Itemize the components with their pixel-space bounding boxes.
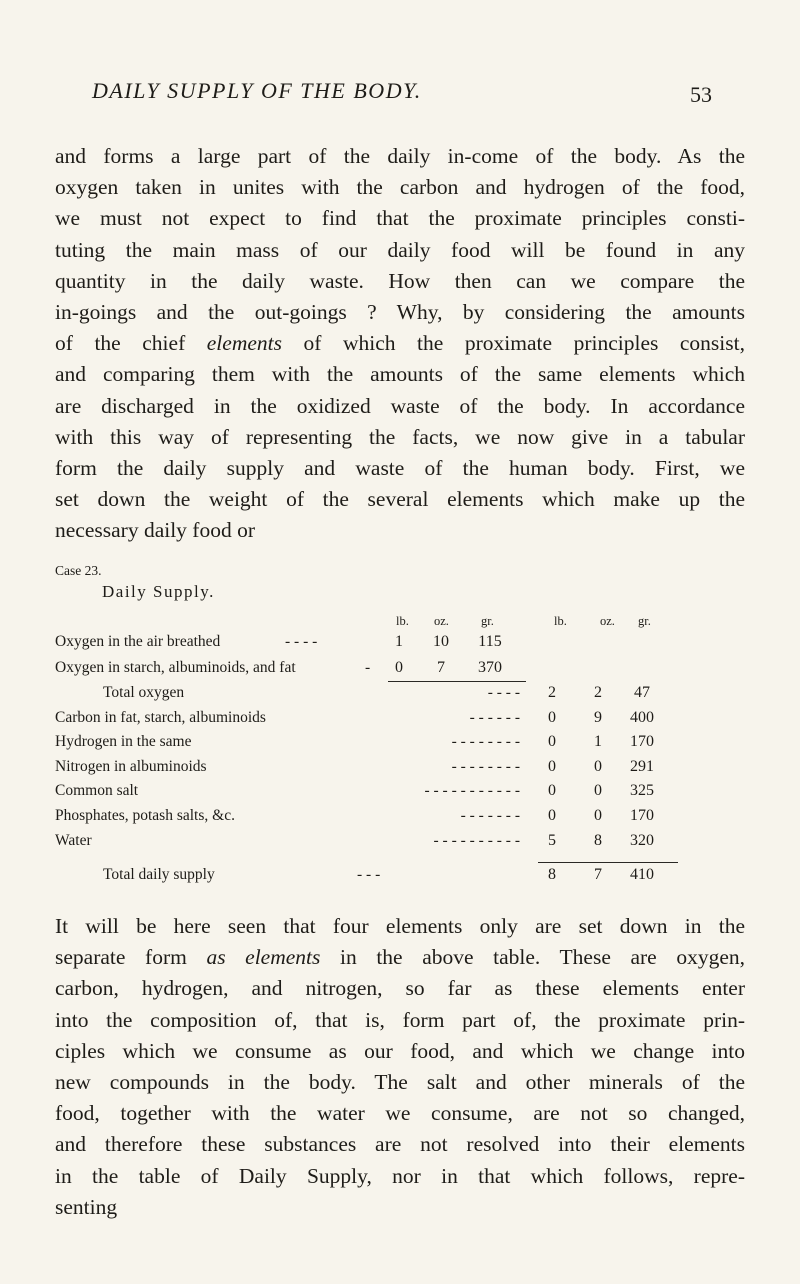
unit-header: gr. [638,614,651,628]
paragraph-conclusion [55,911,745,1223]
leader-dashes: - [365,659,371,676]
text-fragment: in the above table. These are oxygen, [320,945,745,970]
table-row-label: Hydrogen in the same [55,733,192,750]
case-label: Case 23. [55,563,102,578]
cell-gr: 370 [478,659,502,676]
page-header [0,78,800,118]
cell-oz: 7 [437,659,445,676]
total-gr: 410 [630,866,654,883]
unit-header: oz. [600,614,615,628]
cell-lb: 5 [548,832,556,849]
total-lb: 8 [548,866,556,883]
table-row-label: Water [55,832,92,849]
cell-oz: 0 [594,807,602,824]
leader-dashes: - - - - - - - - [451,733,520,750]
text-line: in the table of Daily Supply, nor in that which follows, repre- [55,1163,745,1188]
text-line: carbon, hydrogen, and nitrogen, so far as these elements enter [55,976,745,1001]
text-line: ciples which we consume as our food, and which we change into [55,1038,745,1063]
table-row-label: Phosphates, potash salts, &c. [55,807,235,824]
cell-oz: 1 [594,733,602,750]
text-line: necessary daily food or [55,518,255,543]
text-line: are discharged in the oxidized waste of the body. In accordance [55,393,745,418]
text-line: new compounds in the body. The salt and other minerals of the [55,1070,745,1095]
table-row-label: Common salt [55,782,139,799]
cell-oz: 0 [594,782,602,799]
leader-dashes: - - - [357,866,381,883]
unit-header: gr. [481,614,494,628]
table-row-label: Total oxygen [103,684,185,701]
cell-gr: 115 [478,633,502,650]
cell-gr: 325 [630,782,654,799]
text-line: tuting the main mass of our daily food will be found in any [55,237,745,262]
cell-gr: 400 [630,709,654,726]
unit-header: lb. [396,614,409,628]
cell-gr: 320 [630,832,654,849]
cell-gr: 170 [630,733,654,750]
text-line: we must not expect to find that the proximate principles consti- [55,206,745,231]
running-title: DAILY SUPPLY OF THE BODY. [92,78,422,103]
cell-lb: 0 [548,807,556,824]
cell-oz: 9 [594,709,602,726]
cell-lb: 0 [548,709,556,726]
leader-dashes: - - - - [285,633,318,650]
table-row-label: Oxygen in the air breathed [55,633,221,650]
table-title: Daily Supply. [102,582,215,601]
text-line: food, together with the water we consume, are not so changed, [55,1101,745,1126]
cell-lb: 0 [395,659,403,676]
total-oz: 7 [594,866,602,883]
text-line: into the composition of, that is, form part of, the proximate prin- [55,1007,745,1032]
text-line: in-goings and the out-goings ? Why, by considering the amounts [55,300,745,325]
cell-lb: 0 [548,758,556,775]
cell-gr: 47 [634,684,650,701]
cell-oz: 10 [433,633,449,650]
page-number: 53 [690,82,712,107]
text-line: senting [55,1194,118,1219]
paragraph-intro [55,141,745,547]
table-row-label: Nitrogen in albuminoids [55,758,207,775]
cell-oz: 0 [594,758,602,775]
emphasis: as elements [206,945,321,970]
text-line: and therefore these substances are not resolved into their elements [55,1132,745,1157]
text-line: with this way of representing the facts, we now give in a tabular [55,424,745,449]
text-fragment: of which the proximate principles consist, [281,331,745,356]
cell-lb: 0 [548,733,556,750]
total-label: Total daily supply [103,866,215,883]
cell-lb: 0 [548,782,556,799]
leader-dashes: - - - - [487,684,520,701]
text-line: form the daily supply and waste of the human body. First, we [55,456,745,481]
text-line: quantity in the daily waste. How then can we compare the [55,268,745,293]
leader-dashes: - - - - - - - - - - - [424,782,520,799]
table-row-label: Oxygen in starch, albuminoids, and fat [55,659,296,676]
leader-dashes: - - - - - - [469,709,520,726]
total-rule [538,862,678,863]
text-fragment: of the chief [55,331,207,356]
cell-lb: 1 [395,633,403,650]
text-line: oxygen taken in unites with the carbon and hydrogen of the food, [55,175,745,200]
cell-gr: 291 [630,758,654,775]
cell-oz: 8 [594,832,602,849]
cell-gr: 170 [630,807,654,824]
text-line: and comparing them with the amounts of the same elements which [55,362,745,387]
text-line: set down the weight of the several elements which make up the [55,487,745,512]
text-fragment: separate form [55,945,207,970]
text-line: It will be here seen that four elements only are set down in the [55,914,745,938]
text-line: and forms a large part of the daily in-come of the body. As the [55,144,745,168]
table-row-label: Carbon in fat, starch, albuminoids [55,709,266,726]
leader-dashes: - - - - - - - - - - [433,832,520,849]
text-line [55,942,745,973]
leader-dashes: - - - - - - - - [451,758,520,775]
unit-header: lb. [554,614,567,628]
leader-dashes: - - - - - - - [460,807,520,824]
emphasis: elements [206,331,282,356]
cell-lb: 2 [548,684,556,701]
subtotal-rule [388,681,526,682]
unit-header: oz. [434,614,449,628]
cell-oz: 2 [594,684,602,701]
text-line [55,328,745,359]
